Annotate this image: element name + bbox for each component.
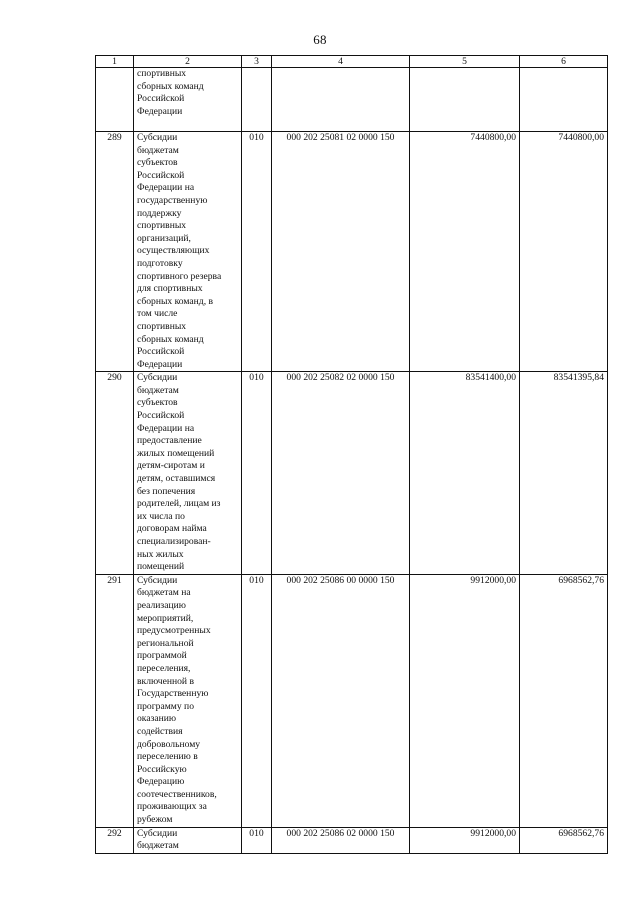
page-number: 68	[313, 32, 327, 47]
table-body	[96, 56, 608, 854]
table-row	[96, 372, 608, 575]
row-plan: 83541400,00	[410, 372, 520, 575]
column-header-1: 1	[96, 56, 134, 68]
column-header-5: 5	[410, 56, 520, 68]
row-number: 292	[96, 827, 134, 853]
row-number: 289	[96, 132, 134, 372]
row-name: Субсидии бюджетам	[134, 827, 242, 853]
column-header-4: 4	[272, 56, 410, 68]
row-name: Субсидии бюджетам субъектов Российской Федерации на предоставление жилых помещений детям-сиротам и детям, оставшимся без попечения родителей, лицам из их числа по договорам найма специализирован- ных жилых помещений	[134, 372, 242, 575]
row-code: 010	[242, 827, 272, 853]
row-plan: 9912000,00	[410, 574, 520, 827]
row-kbk: 000 202 25081 02 0000 150	[272, 132, 410, 372]
column-header-3: 3	[242, 56, 272, 68]
column-header-6: 6	[520, 56, 608, 68]
row-plan: 7440800,00	[410, 132, 520, 372]
row-code: 010	[242, 574, 272, 827]
row-name: Субсидии бюджетам субъектов Российской Федерации на государственную поддержку спортивных организаций, осуществляющих подготовку спортивного резерва для спортивных сборных команд, в том числе спортивных сборных команд Российской Федерации	[134, 132, 242, 372]
row-fact	[520, 68, 608, 132]
column-number-header-row	[96, 56, 608, 68]
column-header-2: 2	[134, 56, 242, 68]
row-kbk: 000 202 25086 00 0000 150	[272, 574, 410, 827]
row-code	[242, 68, 272, 132]
budget-table	[95, 55, 608, 854]
row-name: Субсидии бюджетам на реализацию мероприятий, предусмотренных региональной программой переселения, включенной в Государственную программу по оказанию содействия добровольному переселению в Российскую Федерацию соотечественников, проживающих за рубежом	[134, 574, 242, 827]
row-kbk: 000 202 25086 02 0000 150	[272, 827, 410, 853]
row-kbk: 000 202 25082 02 0000 150	[272, 372, 410, 575]
row-fact: 6968562,76	[520, 574, 608, 827]
row-fact: 7440800,00	[520, 132, 608, 372]
table-row	[96, 68, 608, 132]
row-fact: 6968562,76	[520, 827, 608, 853]
row-kbk	[272, 68, 410, 132]
table-row	[96, 574, 608, 827]
table-row	[96, 132, 608, 372]
row-name: спортивных сборных команд Российской Федерации	[134, 68, 242, 132]
row-number	[96, 68, 134, 132]
row-plan	[410, 68, 520, 132]
row-code: 010	[242, 372, 272, 575]
row-fact: 83541395,84	[520, 372, 608, 575]
table-row	[96, 827, 608, 853]
row-plan: 9912000,00	[410, 827, 520, 853]
row-number: 291	[96, 574, 134, 827]
row-code: 010	[242, 132, 272, 372]
row-number: 290	[96, 372, 134, 575]
